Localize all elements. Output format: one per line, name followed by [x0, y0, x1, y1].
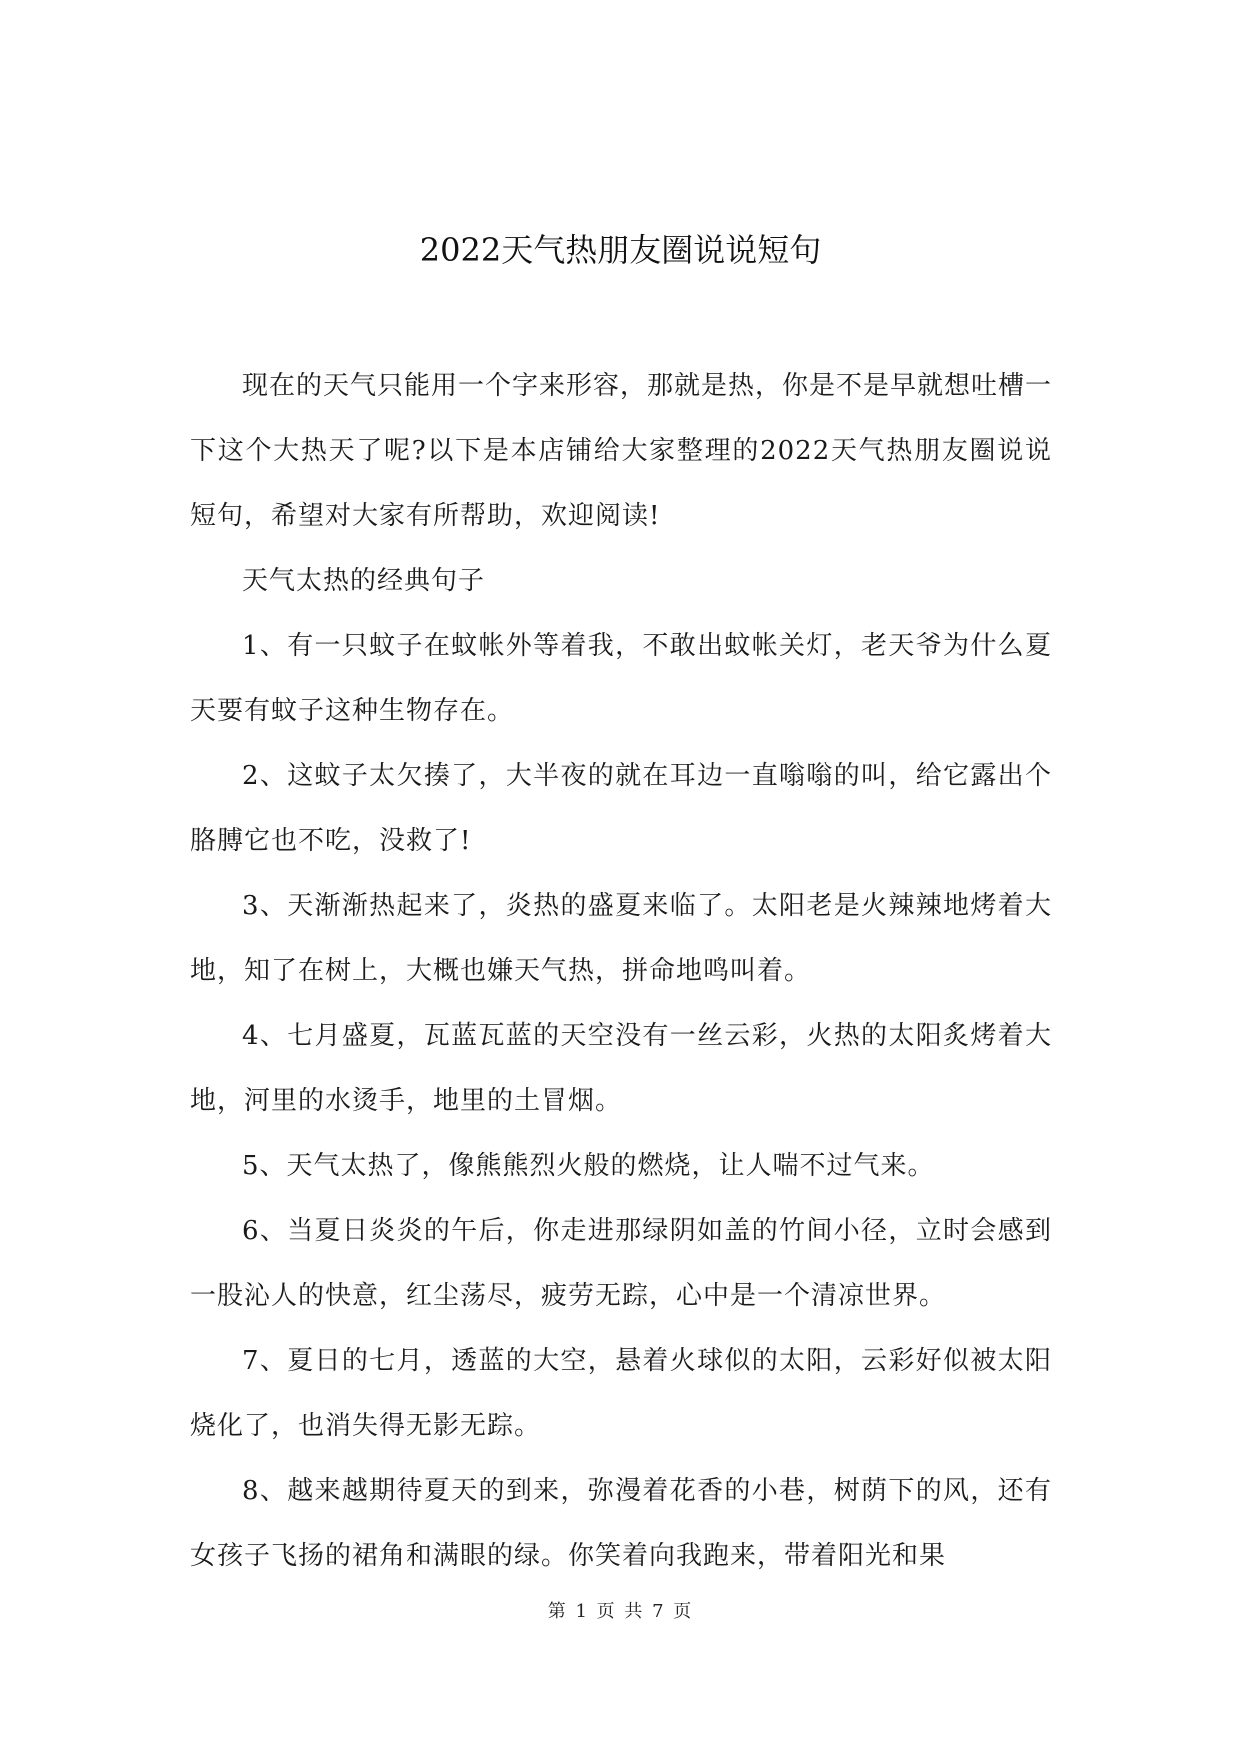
section-heading: 天气太热的经典句子 — [242, 566, 486, 596]
document-body — [190, 354, 1052, 1589]
page-footer: 第 1 页 共 7 页 — [547, 1601, 694, 1622]
list-item: 3、天渐渐热起来了，炎热的盛夏来临了。太阳老是火辣辣地烤着大地，知了在树上，大概也嫌天气热，拼命地鸣叫着。 — [190, 891, 1052, 986]
document-title: 2022天气热朋友圈说说短句 — [419, 231, 822, 269]
list-item: 1、有一只蚊子在蚊帐外等着我，不敢出蚊帐关灯，老天爷为什么夏天要有蚊子这种生物存在。 — [190, 631, 1052, 726]
list-item: 4、七月盛夏，瓦蓝瓦蓝的天空没有一丝云彩，火热的太阳炙烤着大地，河里的水烫手，地里的土冒烟。 — [190, 1021, 1052, 1116]
intro-paragraph: 现在的天气只能用一个字来形容，那就是热，你是不是早就想吐槽一下这个大热天了呢?以下是本店铺给大家整理的2022天气热朋友圈说说短句，希望对大家有所帮助，欢迎阅读! — [190, 371, 1053, 531]
list-item: 2、这蚊子太欠揍了，大半夜的就在耳边一直嗡嗡的叫，给它露出个胳膊它也不吃，没救了! — [190, 761, 1052, 856]
list-item: 5、天气太热了，像熊熊烈火般的燃烧，让人喘不过气来。 — [242, 1151, 935, 1181]
list-item: 7、夏日的七月，透蓝的大空，悬着火球似的太阳，云彩好似被太阳烧化了，也消失得无影无踪。 — [190, 1346, 1052, 1441]
list-item: 8、越来越期待夏天的到来，弥漫着花香的小巷，树荫下的风，还有女孩子飞扬的裙角和满眼的绿。你笑着向我跑来，带着阳光和果 — [190, 1476, 1052, 1571]
list-item: 6、当夏日炎炎的午后，你走进那绿阴如盖的竹间小径，立时会感到一股沁人的快意，红尘荡尽，疲劳无踪，心中是一个清凉世界。 — [190, 1216, 1052, 1311]
